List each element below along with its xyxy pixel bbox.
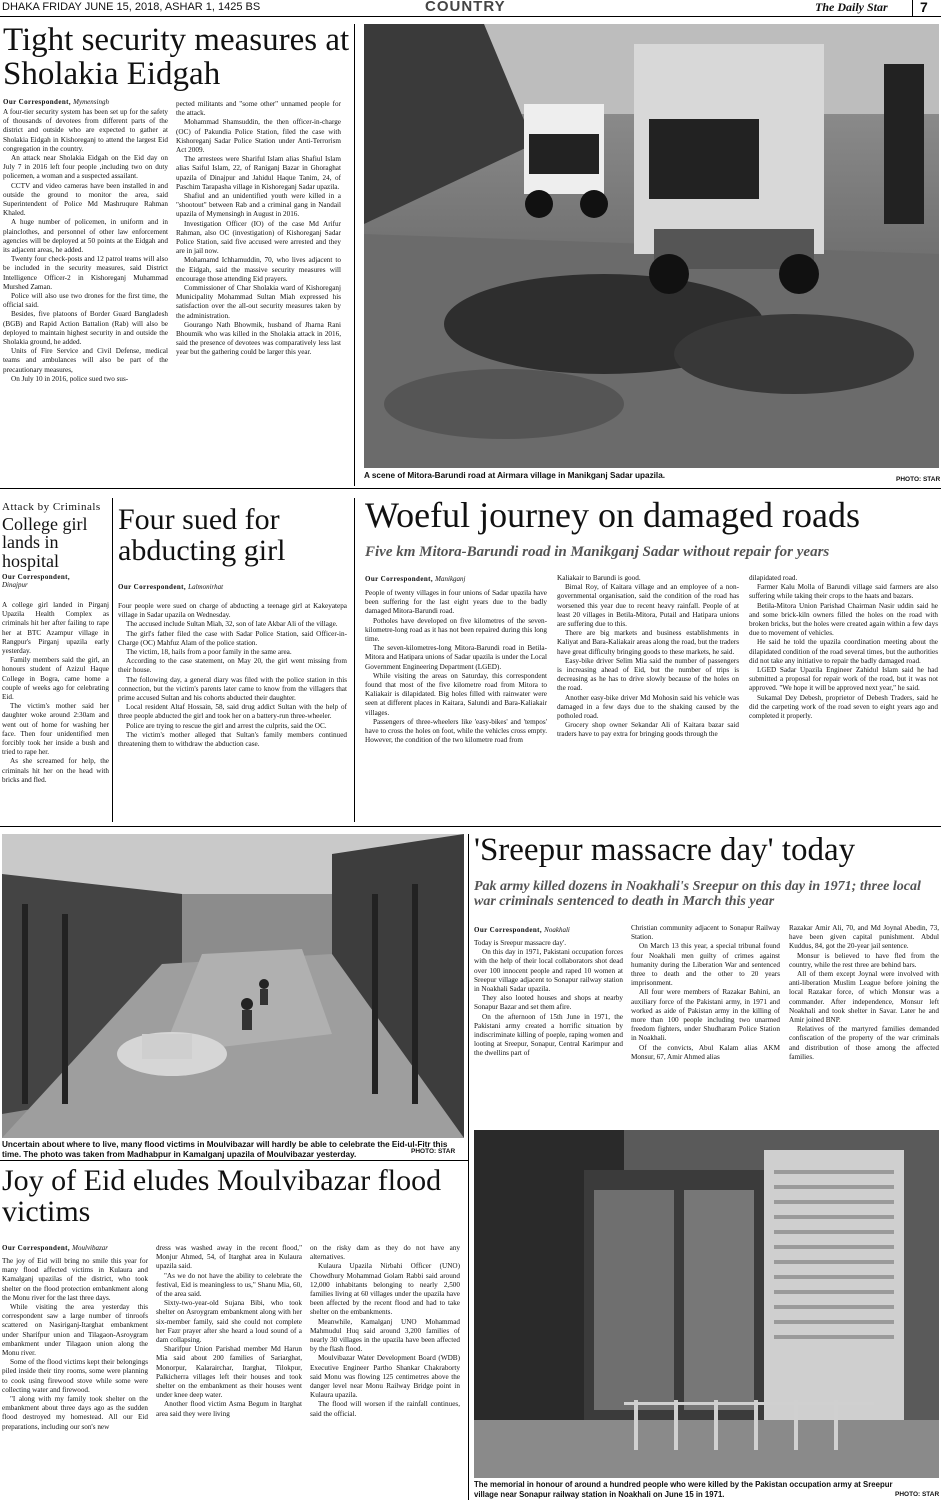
article-paragraph: Razakar Amir Ali, 70, and Md Joynal Abedin, 73, have been given capital punishment. Abdul Kuddus, 84, got the 20-year jail sentence.: [789, 924, 939, 951]
article-column: [2, 601, 109, 819]
article-paragraph: CCTV and video cameras have been installed in and outside the ground to monitor the area, said Superintendent of Police Md Mashruqure Rahman Khaled.: [3, 181, 168, 218]
masthead-logo: The Daily Star: [815, 0, 888, 14]
article-paragraph: The accused include Sultan Miah, 32, son of late Akbar Ali of the village.: [126, 620, 338, 629]
section-rule: [0, 1160, 468, 1161]
article-paragraph: A college girl landed in Pirganj Upazila Health Complex as criminals hit her after failing to rape her at BTC Azampur village in Rangpur's Pirganj upazila early yesterday.: [2, 601, 109, 656]
article-paragraph: Some of the flood victims kept their belongings piled inside their tiny rooms, some were planning to cook using firewood stove while some were collecting water and firewood.: [2, 1358, 148, 1394]
headline-sreepur: 'Sreepur massacre day' today: [474, 832, 856, 868]
byline-text: Our Correspondent,: [3, 98, 72, 106]
byline-noakhali: [474, 926, 570, 934]
photo-caption: A scene of Mitora-Barundi road at Airmara village in Manikganj Sadar upazila.: [364, 471, 666, 480]
headline-sholakia: Tight security measures at Sholakia Eidgah: [3, 22, 350, 92]
article-paragraph: on the risky dam as they do not have any alternatives.: [310, 1244, 460, 1262]
article-column: [557, 574, 739, 820]
article-paragraph: Twenty four check-posts and 12 patrol teams will also be included in the security measures, said District Intelligence Officer-2 in Kishoreganj Muhammad Murshed Zaman.: [3, 255, 168, 291]
headline-four-sued: Four sued for abducting girl: [118, 503, 286, 567]
article-paragraph: The seven-kilometres-long Mitora-Barundi road in Betila-Mitora and Hatipara unions of Sadar upazila is under the Local Government Engineering Department (LGED).: [365, 644, 547, 671]
article-paragraph: Christian community adjacent to Sonapur Railway Station.: [631, 924, 780, 942]
subheadline: Pak army killed dozens in Noakhali's Sreepur on this day in 1971; three local war criminals sentenced to death in March this year: [474, 879, 921, 910]
article-paragraph: Mohammad Shamsuddin, the then officer-in-charge (OC) of Pakundia Police Station, filed the case with Kishoreganj Sadar Police Station under Anti-Terrorism Act 2009.: [176, 118, 341, 155]
article-paragraph: People of twenty villages in four unions of Sadar upazila have been suffering for the last eight years due to the badly damaged Mitora-Barundi road.: [365, 589, 547, 616]
article-paragraph: According to the case statement, on May 20, the girl went missing from their house.: [118, 657, 347, 675]
byline-place: Dinajpur: [2, 581, 28, 589]
article-paragraph: The victim's mother said her daughter woke around 2:30am and went out of home for washing her face. Then four unidentified men forcibly took her inside a bush and tried to rape her.: [2, 702, 109, 757]
subheadline: Five km Mitora-Barundi road in Manikganj Sadar without repair for years: [365, 544, 830, 560]
article-paragraph: He said he told the upazila coordination meeting about the dilapidated condition of the road several times, but the authorities did not take any initiative to repair the badly damaged road.: [749, 638, 938, 665]
article-paragraph: The victim, 18, hails from a poor family in the same area.: [126, 648, 292, 657]
photo-credit: PHOTO: STAR: [896, 476, 941, 483]
page-divider: [912, 0, 913, 16]
article-paragraph: Local resident Altaf Hossain, 58, said drug addict Sultan with the help of three people abducted the girl and took her on a battery-run three-wheeler.: [118, 703, 347, 721]
article-paragraph: The victim's mother alleged that Sultan's family members continued threatening them to withdraw the abduction case.: [118, 730, 347, 749]
article-paragraph: Grocery shop owner Sekandar Ali of Kaitara bazar said traders have to pay extra for bringing goods through the: [557, 721, 739, 739]
column-rule: [354, 24, 355, 486]
article-paragraph: pected militants and "some other" unnamed people for the attack.: [176, 100, 341, 118]
article-paragraph: The girl's father filed the case with Sadar Police Station, said Officer-in-Charge (OC) Mahfuz Alam of the police station.: [118, 629, 347, 647]
section-rule: [0, 488, 941, 489]
headline-moulvibazar: Joy of Eid eludes Moulvibazar flood victims: [2, 1164, 442, 1228]
article-paragraph: Kaliakair to Barundi is good.: [557, 574, 641, 582]
byline-text: Our Correspondent,: [118, 583, 187, 591]
byline-lalmonirhat: [118, 583, 223, 591]
article-paragraph: While visiting the area yesterday this correspondent saw a large number of tinroofs scattered on Nasiriganj-Itarghat embankment under Sharifpur union and Tilagaon-Asroygram embankment under Tilagaon union along the Monu river.: [2, 1303, 148, 1358]
article-paragraph: Meanwhile, Kamalganj UNO Mohammad Mahmudul Huq said around 3,200 families of nearly 30 villages in the upazila have been affected by the flash flood.: [310, 1317, 460, 1354]
byline-text: Our Correspondent,: [365, 575, 434, 583]
byline-text: Our Correspondent,: [2, 573, 71, 581]
section-rule: [0, 826, 941, 827]
article-paragraph: There are big markets and business establishments in Kaliyat and Bara-Kaliakair areas along the road, but the traders have great difficulty bringing goods to these markets, he said.: [557, 629, 739, 656]
article-paragraph: Passengers of three-wheelers like 'easy-bikes' and 'tempos' have to cross the holes on foot, while the vehicles cross empty. However, the condition of the two kilometre road from: [365, 717, 547, 745]
article-paragraph: Investigation Officer (IO) of the case Md Arifur Rahman, also OC (investigation) of Kishoreganj Sadar Police Station, said five accused were arrested and they are in jail now.: [176, 219, 341, 256]
article-paragraph: An attack near Sholakia Eidgah on the Eid day on July 7 in 2016 left four people ,including two on duty policemen, a woman and a suspected assailant.: [3, 154, 168, 181]
flood-photo: [2, 834, 464, 1138]
kicker: Attack by Criminals: [2, 501, 101, 513]
byline-place: Noakhali: [544, 926, 570, 934]
article-paragraph: Four people were sued on charge of abducting a teenage girl at Kakeyatepa village in Sadar upazila on Wednesday.: [118, 602, 347, 620]
photo-credit: PHOTO: STAR: [411, 1148, 456, 1155]
byline-sholakia: [3, 98, 109, 106]
article-paragraph: Farmer Kalu Molla of Barundi village said farmers are also suffering while taking their crops to the haats and bazars.: [749, 583, 938, 601]
article-paragraph: The arrestees were Shariful Islam alias Shafiul Islam alias Saiful Islam, 22, of Raniganj Bazar in Ghoraghat upazila of Dinajpur and Jahidul Haque Tanim, 24, of Paschim Tarapasha village in Kishoreganj Sadar upazila.: [176, 155, 341, 191]
article-paragraph: Potholes have developed on five kilometres of the seven-kilometre-long road as it has not been repaired during this long time.: [365, 616, 547, 644]
article-paragraph: Bimal Roy, of Kaitara village and an employee of a non-governmental organisation, said the condition of the road has worsened this year due to recent heavy rainfall. People of at least 20 villages in Betila-Mitora, Putail and Hatipara unions are suffering due to this.: [557, 583, 739, 629]
memorial-photo-image: [474, 1130, 939, 1478]
byline-text: Our Correspondent,: [2, 1244, 71, 1252]
article-paragraph: dress was washed away in the recent flood," Monjur Ahmed, 54, of Itarghat area in Kulaura upazila said.: [156, 1244, 302, 1271]
column-rule: [468, 834, 469, 1500]
article-paragraph: The joy of Eid will bring no smile this year for many flood affected victims in Kulaura and Kamalganj upazilas of the district, who took shelter on the flood protection embankment along the Monu river for the last three days.: [2, 1257, 148, 1302]
byline-dinajpur: [2, 573, 70, 589]
article-paragraph: The following day, a general diary was filed with the police station in this connection, but the victim's parents later came to know from the villagers that prime accused Sultan and his cohorts abducted their daughter.: [118, 675, 347, 703]
article-paragraph: All four were members of Razakar Bahini, an auxiliary force of the Pakistani army, in 1971 and worked as aide of Pakistan army in the killing of more than 100 people including two unarmed freedom fighters, under Shudharam Police Station in Noakhali.: [631, 988, 780, 1043]
byline-moulvibazar: [2, 1244, 108, 1252]
article-paragraph: While visiting the areas on Saturday, this correspondent found that most of the five kilometre road from Mitora to Kaliakair is dilapidated. Big holes filled with rainwater were seen at different places in Kaitara, Salundi and Bara-Kaliakair villages.: [365, 671, 547, 717]
article-paragraph: Easy-bike driver Selim Mia said the number of passengers is increasing ahead of Eid, but the number of trips is decreasing as he has to drive slowly because of the holes on the road.: [557, 656, 739, 693]
memorial-photo: [474, 1130, 939, 1478]
article-paragraph: Sukamal Dey Debesh, proprietor of Debesh Traders, said he did the carpeting work of the road seven to eight years ago and completed it properly.: [749, 693, 938, 721]
article-paragraph: Shafiul and an unidentified youth were killed in a "shootout" between Rab and a criminal gang in Nandail upazila of Mymensingh in August in 2016.: [176, 192, 341, 219]
flood-photo-image: [2, 834, 464, 1138]
article-paragraph: Sixty-two-year-old Sujana Bibi, who took shelter on Asroygram embankment along with her six-member family, said she could not complete her Fazr prayer after she heard a loud sound of a dam collapsing.: [156, 1299, 302, 1345]
article-paragraph: Relatives of the martyred families demanded confiscation of the property of the war criminals and distribution of those among the affected families.: [789, 1025, 939, 1061]
page-number: 7: [920, 0, 928, 15]
article-paragraph: Commissioner of Char Sholakia ward of Kishoreganj Municipality Mohammad Sultan Miah expressed his satisfaction over the all-out security measures taken by the administration.: [176, 284, 341, 320]
article-paragraph: Units of Fire Service and Civil Defense, medical teams and ambulances will also be part of the precautionary measures,: [3, 347, 168, 374]
byline-text: Our Correspondent,: [474, 926, 543, 934]
article-paragraph: Besides, five platoons of Border Guard Bangladesh (BGB) and Rapid Action Battalion (Rab) will also be deployed to maintain highest security in and outside the Sholakia ground, he added.: [3, 310, 168, 347]
photo-caption: Uncertain about where to live, many flood victims in Moulvibazar will hardly be able to celebrate the Eid-ul-Fitr this time. The photo was taken from Madhabpur in Kamalganj upazila of Moulvibazar yesterday.: [2, 1140, 448, 1159]
article-column: [118, 602, 347, 820]
article-column: [365, 589, 547, 820]
article-paragraph: Betila-Mitora Union Parishad Chairman Nasir uddin said he and some brick-kiln owners filled the holes on the road with broken bricks, but the holes were created again within a few days due to movement of vehicles.: [749, 601, 938, 638]
byline-place: Moulvibazar: [72, 1244, 108, 1252]
article-paragraph: dilapidated road.: [749, 574, 798, 582]
byline-place: Lalmonirhat: [188, 583, 224, 591]
article-paragraph: On March 13 this year, a special tribunal found four Noakhali men guilty of crimes against humanity during the Liberation War and sentenced three to death and the other to 20 years imprisonment.: [631, 942, 780, 988]
article-paragraph: Family members said the girl, an honours student of Azizul Haque College in Bogra, came home a couple of weeks ago for celebrating Eid.: [2, 656, 109, 702]
byline-manikganj: [365, 575, 466, 583]
article-paragraph: Sharifpur Union Parishad member Md Harun Mia said about 200 families of Sariarghat, Monorpur, Kalarairchar, Itarghat, Tilokpur, Palkicherra villages left their houses and took shelter on the embankment as their houses went under knee deep water.: [156, 1345, 302, 1400]
article-column: [3, 108, 168, 483]
article-paragraph: As she screamed for help, the criminals hit her on the head with bricks and fled.: [2, 757, 109, 784]
road-photo: [364, 24, 939, 468]
article-paragraph: Mohamamd Ichhamuddin, 70, who lives adjacent to the Eidgah, said the massive security measures will encourage those attending Eid prayers.: [176, 256, 341, 283]
article-paragraph: A four-tier security system has been set up for the safety of thousands of devotees from different parts of the district and outside who are expected to gather at Sholakia Eidgah in Kishoreganj to attend the largest Eid congregation in the country.: [3, 108, 168, 153]
article-paragraph: On this day in 1971, Pakistani occupation forces with the help of their local collaborators shot dead over 100 innocent people and raped 10 women at Sreepur village adjacent to Sonapur railway station in Noakhali Sadar upazila.: [474, 948, 623, 994]
headline-woeful-journey: Woeful journey on damaged roads: [365, 495, 860, 535]
dateline: DHAKA FRIDAY JUNE 15, 2018, ASHAR 1, 1425 BS: [2, 1, 261, 13]
article-column: [749, 574, 938, 820]
article-column: [789, 924, 939, 1124]
article-paragraph: Of the convicts, Abul Kalam alias AKM Monsur, 67, Amir Ahmed alias: [631, 1043, 780, 1061]
section-name: COUNTRY: [425, 0, 506, 15]
headline-college-girl: College girl lands in hospital: [2, 514, 88, 571]
article-column: [474, 939, 623, 1124]
article-paragraph: Another flood victim Asma Begum in Itarghat area said they were living: [156, 1400, 302, 1418]
article-paragraph: Today is Sreepur massacre day'.: [474, 939, 567, 947]
article-column: [2, 1257, 148, 1500]
road-photo-image: [364, 24, 939, 468]
article-column: [156, 1244, 302, 1500]
article-paragraph: Gourango Nath Bhowmik, husband of Jharna Rani Bhoumik who was killed in the Sholakia attack in 2016, said the presence of devotees was comparatively less last year but the gathering could be larger this year.: [176, 320, 341, 357]
article-paragraph: Moulvibazar Water Development Board (WDB) Executive Engineer Partho Shankar Chakraborty said Monu was flowing 125 centimetres above the danger level near Monu Railway Bridge point in Kulaura upazila.: [310, 1354, 460, 1400]
article-column: [176, 100, 341, 483]
article-paragraph: All of them except Joynal were involved with anti-liberation Muslim League before joining the local Razakar force, of which Monsur was a commander. After independence, Monsur left Noakhali and took shelter in Savar. Later he and Amir joined BNP.: [789, 970, 939, 1025]
article-paragraph: Police are trying to rescue the girl and arrest the culprits, said the OC.: [126, 721, 327, 730]
article-paragraph: They also looted houses and shops at nearby Sonapur Bazar and set them afire.: [474, 994, 623, 1012]
article-paragraph: The flood will worsen if the rainfall continues, said the official.: [310, 1400, 460, 1418]
article-paragraph: Kulaura Upazila Nirbahi Officer (UNO) Chowdhury Mohammad Golam Rabbi said around 12,000 inhabitants belonging to nearly 2,500 families living at 60 villages under the upazila have been affected by the recent flood and had to take shelter on the embankments.: [310, 1262, 460, 1317]
article-column: [310, 1244, 460, 1500]
article-paragraph: Another easy-bike driver Md Mohosin said his vehicle was damaged in a few days due to the shaking caused by the potholed road.: [557, 693, 739, 721]
article-paragraph: A huge number of policemen, in uniform and in plainclothes, and personnel of other law enforcement agencies will be deployed at 50 points at the Eidgah and its adjacent areas, he added.: [3, 218, 168, 255]
article-paragraph: LGED Sadar Upazila Engineer Zahidul Islam said he had submitted a proposal for repair work of the road, but it was not approved. "We hope it will be approved next year," he said.: [749, 666, 938, 693]
column-rule: [354, 498, 355, 822]
article-paragraph: "As we do not have the ability to celebrate the festival, Eid is meaningless to us," Shanu Mia, 60, of the area said.: [156, 1271, 302, 1299]
photo-caption: The memorial in honour of around a hundred people who were killed by the Pakistan occupation army at Sreepur village near Sonapur railway station in Noakhali on June 15 in 1971.: [474, 1480, 893, 1499]
article-paragraph: On the afternoon of 15th June in 1971, the Pakistani army created a horrific situation by indiscriminate killing of poeple, raping women and looting at Sreepur, Sonapur, Central Karimpur and the dwellins part of: [474, 1012, 623, 1058]
article-paragraph: Police will also use two drones for the first time, the official said.: [3, 292, 168, 310]
column-rule: [112, 498, 113, 822]
article-column: [631, 924, 780, 1124]
byline-place: Mymensingh: [73, 98, 109, 106]
page-header: [0, 0, 941, 17]
article-paragraph: On July 10 in 2016, police sued two sus-: [11, 374, 129, 383]
byline-place: Manikganj: [435, 575, 466, 583]
article-paragraph: "I along with my family took shelter on the embankment about three days ago as the sudden flood destroyed my homestead. All our Eid preparations, including our son's new: [2, 1395, 148, 1431]
article-paragraph: Monsur is believed to have fled from the country, while the rest three are behind bars.: [789, 951, 939, 969]
photo-credit: PHOTO: STAR: [895, 1491, 940, 1498]
